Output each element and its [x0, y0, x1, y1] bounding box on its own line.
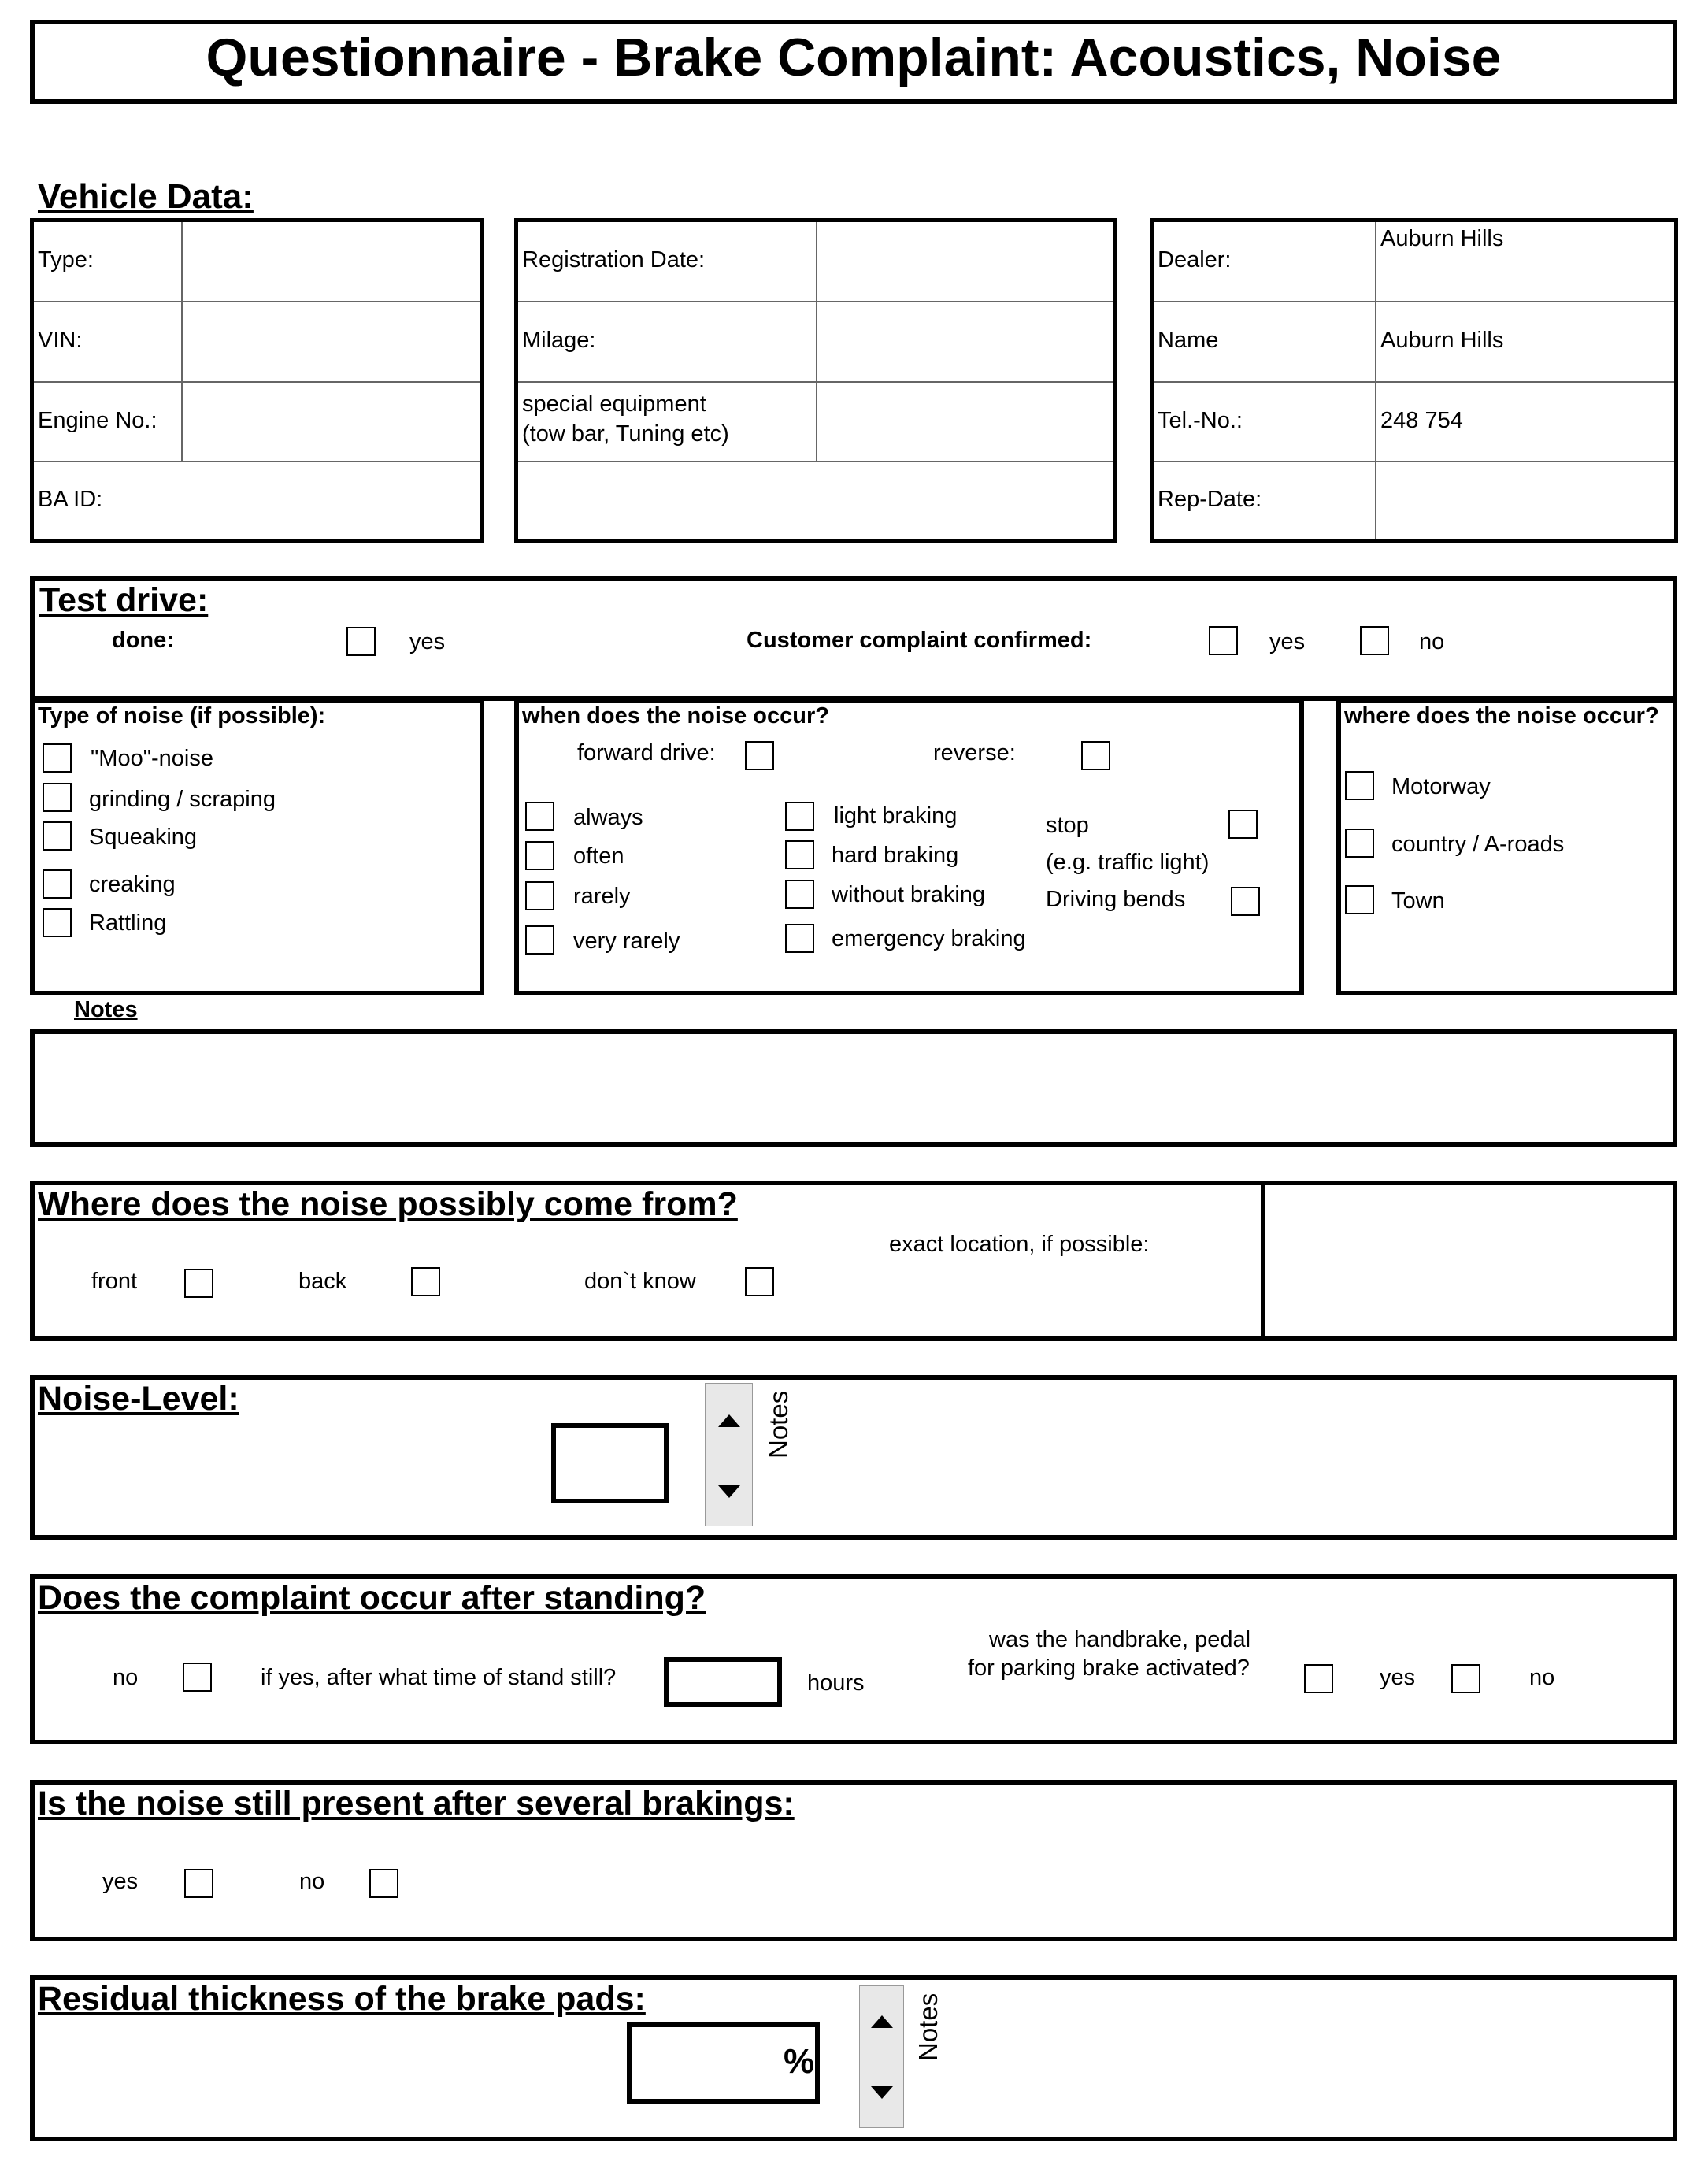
handbrake-yes-checkbox[interactable]	[1304, 1664, 1333, 1693]
where-heading: where does the noise occur?	[1344, 703, 1659, 728]
braking-item: light braking	[834, 803, 958, 829]
special-equipment-field[interactable]	[819, 384, 1113, 459]
rarely-checkbox[interactable]	[525, 881, 554, 910]
bends-checkbox[interactable]	[1231, 887, 1260, 916]
where-item: Motorway	[1391, 774, 1491, 799]
milage-field[interactable]	[819, 304, 1113, 380]
page-title: Questionnaire - Brake Complaint: Acoustics, Noise	[206, 28, 1502, 87]
type-field[interactable]	[184, 225, 477, 299]
test-drive-heading: Test drive:	[39, 581, 209, 619]
several-heading: Is the noise still present after several brakings:	[38, 1785, 795, 1822]
rattling-checkbox[interactable]	[43, 908, 72, 937]
confirmed-no-label: no	[1419, 629, 1445, 654]
frequency-item: often	[573, 843, 624, 869]
front-label: front	[91, 1269, 138, 1294]
where-item: country / A-roads	[1391, 832, 1565, 857]
where-item: Town	[1391, 888, 1445, 914]
dont-know-label: don`t know	[584, 1269, 696, 1294]
several-yes-label: yes	[102, 1869, 139, 1894]
name-label: Name	[1158, 328, 1219, 353]
origin-heading: Where does the noise possibly come from?	[38, 1185, 738, 1223]
several-no-checkbox[interactable]	[369, 1869, 398, 1898]
special-equipment-label: special equipment	[522, 391, 706, 417]
back-label: back	[298, 1269, 347, 1294]
grinding-checkbox[interactable]	[43, 783, 72, 812]
divider	[1154, 381, 1674, 383]
back-checkbox[interactable]	[411, 1267, 440, 1296]
ba-id-label: BA ID:	[38, 487, 103, 512]
braking-item: emergency braking	[832, 926, 1026, 951]
residual-heading: Residual thickness of the brake pads:	[38, 1980, 646, 2018]
handbrake-sublabel: for parking brake activated?	[968, 1655, 1250, 1681]
done-label: done:	[112, 628, 174, 653]
squeaking-checkbox[interactable]	[43, 821, 72, 851]
noise-type-item: creaking	[89, 872, 176, 897]
tel-value[interactable]: 248 754	[1380, 408, 1463, 433]
rep-date-field[interactable]	[1378, 464, 1674, 539]
noise-type-heading: Type of noise (if possible):	[38, 703, 326, 728]
divider	[518, 301, 1113, 302]
when-heading: when does the noise occur?	[522, 703, 829, 728]
confirmed-yes-checkbox[interactable]	[1209, 626, 1238, 655]
emergency-braking-checkbox[interactable]	[785, 924, 814, 953]
standing-no-label: no	[113, 1665, 139, 1690]
noise-level-heading: Noise-Level:	[38, 1380, 239, 1418]
arrow-down-icon[interactable]	[718, 1485, 740, 1498]
hours-label: hours	[807, 1670, 865, 1696]
divider	[816, 222, 817, 461]
arrow-up-icon[interactable]	[871, 2015, 893, 2028]
moo-noise-checkbox[interactable]	[43, 743, 72, 773]
percent-unit: %	[784, 2042, 815, 2081]
special-equipment-sub: (tow bar, Tuning etc)	[522, 421, 729, 447]
noise-level-spinner[interactable]	[705, 1383, 753, 1526]
handbrake-no-checkbox[interactable]	[1451, 1664, 1480, 1693]
country-roads-checkbox[interactable]	[1345, 829, 1374, 858]
reverse-checkbox[interactable]	[1081, 741, 1110, 770]
divider	[181, 222, 183, 461]
engine-field[interactable]	[184, 384, 477, 459]
divider	[518, 461, 1113, 462]
divider	[1154, 301, 1674, 302]
often-checkbox[interactable]	[525, 841, 554, 870]
registration-field[interactable]	[819, 225, 1113, 299]
divider	[1261, 1184, 1265, 1338]
divider	[518, 381, 1113, 383]
registration-label: Registration Date:	[522, 247, 706, 272]
divider	[1154, 461, 1674, 462]
noise-type-item: "Moo"-noise	[91, 746, 213, 771]
noise-level-notes-label: Notes	[764, 1390, 793, 1459]
stop-label: stop	[1046, 813, 1089, 838]
braking-item: hard braking	[832, 843, 959, 868]
braking-item: without braking	[832, 882, 986, 907]
handbrake-label: was the handbrake, pedal	[989, 1627, 1251, 1652]
very-rarely-checkbox[interactable]	[525, 925, 554, 955]
done-yes-checkbox[interactable]	[346, 627, 376, 656]
reverse-label: reverse:	[933, 740, 1016, 766]
residual-notes-label: Notes	[913, 1993, 943, 2061]
confirmed-no-checkbox[interactable]	[1360, 626, 1389, 655]
noise-type-item: grinding / scraping	[89, 787, 276, 812]
several-no-label: no	[299, 1869, 325, 1894]
forward-drive-checkbox[interactable]	[745, 741, 774, 770]
confirmed-label: Customer complaint confirmed:	[747, 628, 1092, 653]
standing-heading: Does the complaint occur after standing?	[38, 1579, 706, 1617]
vehicle-heading: Vehicle Data:	[38, 177, 254, 216]
dont-know-checkbox[interactable]	[745, 1267, 774, 1296]
divider	[34, 461, 480, 462]
bends-label: Driving bends	[1046, 887, 1186, 912]
tel-label: Tel.-No.:	[1158, 408, 1243, 433]
several-yes-checkbox[interactable]	[184, 1869, 213, 1898]
standing-no-checkbox[interactable]	[183, 1663, 212, 1692]
exact-location-label: exact location, if possible:	[889, 1232, 1150, 1257]
handbrake-no-label: no	[1529, 1665, 1555, 1690]
noise-level-frame	[30, 1375, 1677, 1540]
divider	[34, 301, 480, 302]
town-checkbox[interactable]	[1345, 885, 1374, 914]
notes-field[interactable]	[30, 1029, 1677, 1147]
arrow-up-icon[interactable]	[718, 1414, 740, 1427]
vin-label: VIN:	[38, 328, 83, 353]
confirmed-yes-label: yes	[1269, 629, 1306, 654]
vin-field[interactable]	[184, 304, 477, 380]
hard-braking-checkbox[interactable]	[785, 840, 814, 869]
dealer-label: Dealer:	[1158, 247, 1232, 272]
noise-type-item: Rattling	[89, 910, 167, 936]
stand-still-label: if yes, after what time of stand still?	[261, 1665, 617, 1690]
milage-label: Milage:	[522, 328, 596, 353]
front-checkbox[interactable]	[184, 1269, 213, 1298]
light-braking-checkbox[interactable]	[785, 802, 814, 831]
noise-level-input[interactable]	[551, 1423, 669, 1503]
exact-location-field[interactable]	[1268, 1185, 1673, 1336]
type-label: Type:	[38, 247, 94, 272]
name-value[interactable]: Auburn Hills	[1380, 328, 1504, 353]
engine-label: Engine No.:	[38, 408, 157, 433]
motorway-checkbox[interactable]	[1345, 771, 1374, 800]
dealer-value[interactable]: Auburn Hills	[1380, 226, 1504, 251]
done-yes-label: yes	[409, 629, 446, 654]
frequency-item: always	[573, 805, 643, 830]
stop-checkbox[interactable]	[1228, 810, 1258, 839]
without-braking-checkbox[interactable]	[785, 880, 814, 909]
stand-still-hours-input[interactable]	[664, 1657, 782, 1707]
noise-type-item: Squeaking	[89, 825, 198, 850]
frequency-item: very rarely	[573, 929, 680, 954]
arrow-down-icon[interactable]	[871, 2086, 893, 2099]
notes-label: Notes	[74, 997, 138, 1022]
residual-spinner[interactable]	[859, 1985, 904, 2128]
divider	[34, 381, 480, 383]
frequency-item: rarely	[573, 884, 631, 909]
stop-sublabel: (e.g. traffic light)	[1046, 850, 1210, 875]
always-checkbox[interactable]	[525, 802, 554, 831]
rep-date-label: Rep-Date:	[1158, 487, 1262, 512]
handbrake-yes-label: yes	[1380, 1665, 1416, 1690]
forward-drive-label: forward drive:	[577, 740, 716, 766]
creaking-checkbox[interactable]	[43, 869, 72, 899]
